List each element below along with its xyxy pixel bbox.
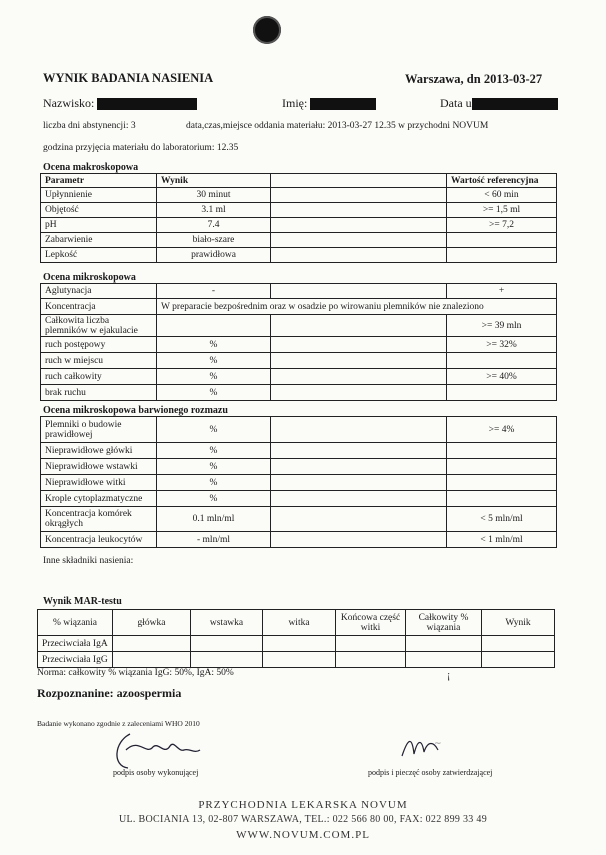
cell: prawidłowa <box>157 248 271 263</box>
cell: >= 4% <box>447 417 557 443</box>
cell: % <box>157 459 271 475</box>
table-row <box>41 353 557 369</box>
cell: pH <box>41 218 157 233</box>
macro-header-row <box>41 174 557 188</box>
table-row <box>41 218 557 233</box>
cell <box>271 218 447 233</box>
cell <box>271 532 447 548</box>
right-stamp-signature <box>368 728 488 768</box>
cell: < 1 mln/ml <box>447 532 557 548</box>
cell: 30 minut <box>157 188 271 203</box>
cell: Objętość <box>41 203 157 218</box>
table-row <box>41 337 557 353</box>
cell <box>336 652 406 668</box>
cell <box>271 475 447 491</box>
cell <box>271 443 447 459</box>
macro-header-param: Parametr <box>41 174 157 188</box>
table-row <box>41 233 557 248</box>
lab-time: godzina przyjęcia materiału do laboratorium: 12.35 <box>43 143 239 153</box>
cell: Koncentracja <box>41 299 157 315</box>
table-row <box>41 369 557 385</box>
cell <box>447 353 557 369</box>
cell: 0.1 mln/ml <box>157 507 271 532</box>
diagnosis: Rozpoznanine: azoospermia <box>37 686 182 700</box>
cell <box>447 385 557 401</box>
cell <box>271 385 447 401</box>
cell: ruch całkowity <box>41 369 157 385</box>
left-signature <box>108 728 204 772</box>
cell: % <box>157 417 271 443</box>
table-row <box>41 203 557 218</box>
cell <box>271 233 447 248</box>
cell: < 5 mln/ml <box>447 507 557 532</box>
cell <box>191 652 263 668</box>
footer-address: UL. BOCIANIA 13, 02-807 WARSZAWA, TEL.: 022 566 80 00, FAX: 022 899 33 49 <box>118 814 488 825</box>
cell: brak ruchu <box>41 385 157 401</box>
cell: Upłynnienie <box>41 188 157 203</box>
table-row <box>41 507 557 532</box>
cell <box>482 652 555 668</box>
cell: Nieprawidłowe witki <box>41 475 157 491</box>
cell <box>447 248 557 263</box>
cell: % <box>157 353 271 369</box>
cell: Lepkość <box>41 248 157 263</box>
cell <box>263 652 336 668</box>
surname-label: Nazwisko: <box>43 96 95 110</box>
cell: Nieprawidłowe wstawki <box>41 459 157 475</box>
cell: >= 32% <box>447 337 557 353</box>
macro-header-result: Wynik <box>157 174 271 188</box>
cell: Przeciwciała IgG <box>38 652 113 668</box>
cell <box>271 337 447 353</box>
cell: % <box>157 443 271 459</box>
mar-header: Całkowity % wiązania <box>406 610 482 636</box>
table-row <box>41 475 557 491</box>
cell <box>271 417 447 443</box>
right-signature-label: podpis i pieczęć osoby zatwierdzającej <box>368 768 493 777</box>
cell <box>271 315 447 337</box>
macro-header-reference: Wartość referencyjna <box>447 174 557 188</box>
cell <box>447 233 557 248</box>
cell <box>447 475 557 491</box>
table-row <box>41 248 557 263</box>
punch-hole <box>253 16 281 44</box>
table-row <box>41 491 557 507</box>
cell: Krople cytoplazmatyczne <box>41 491 157 507</box>
cell <box>113 652 191 668</box>
mar-header: wstawka <box>191 610 263 636</box>
cell <box>271 188 447 203</box>
cell <box>447 491 557 507</box>
cell: % <box>157 475 271 491</box>
cell <box>157 315 271 337</box>
cell: >= 40% <box>447 369 557 385</box>
cell: Zabarwienie <box>41 233 157 248</box>
cell: Nieprawidłowe główki <box>41 443 157 459</box>
cell <box>263 636 336 652</box>
mark-glyph: ¡ <box>447 670 451 681</box>
cell: Koncentracja leukocytów <box>41 532 157 548</box>
name-field <box>282 96 376 111</box>
mar-header: Końcowa część witki <box>336 610 406 636</box>
abstinence-days: liczba dni abstynencji: 3 <box>43 121 136 131</box>
table-row <box>41 188 557 203</box>
name-label: Imię: <box>282 96 308 110</box>
table-row <box>41 315 557 337</box>
stain-table <box>40 416 557 548</box>
cell: 3.1 ml <box>157 203 271 218</box>
cell: - <box>157 284 271 299</box>
birth-field <box>440 96 558 111</box>
cell: % <box>157 385 271 401</box>
name-redaction <box>310 98 376 110</box>
other-components: Inne składniki nasienia: <box>43 556 134 566</box>
cell <box>113 636 191 652</box>
cell <box>191 636 263 652</box>
cell: Aglutynacja <box>41 284 157 299</box>
cell: Przeciwciała IgA <box>38 636 113 652</box>
cell: + <box>447 284 557 299</box>
stain-section-title: Ocena mikroskopowa barwionego rozmazu <box>43 405 228 416</box>
table-row <box>41 299 557 315</box>
cell <box>482 636 555 652</box>
cell <box>271 491 447 507</box>
cell <box>271 203 447 218</box>
cell <box>336 636 406 652</box>
cell: Całkowita liczba plemników w ejakulacie <box>41 315 157 337</box>
mar-table <box>37 609 555 668</box>
cell: >= 1,5 ml <box>447 203 557 218</box>
footer-clinic-name: PRZYCHODNIA LEKARSKA NOVUM <box>198 799 408 811</box>
place-date: Warszawa, dn 2013-03-27 <box>405 72 543 86</box>
footer-website: WWW.NOVUM.COM.PL <box>236 829 370 841</box>
cell <box>447 443 557 459</box>
micro-section-title: Ocena mikroskopowa <box>43 272 136 283</box>
mar-header: witka <box>263 610 336 636</box>
cell: biało-szare <box>157 233 271 248</box>
table-row <box>38 636 555 652</box>
cell: Koncentracja komórek okrągłych <box>41 507 157 532</box>
table-row <box>38 652 555 668</box>
cell: ruch w miejscu <box>41 353 157 369</box>
cell <box>271 459 447 475</box>
who-note: Badanie wykonano zgodnie z zaleceniami WHO 2010 <box>37 719 200 728</box>
surname-field <box>43 96 197 111</box>
mar-header: % wiązania <box>38 610 113 636</box>
mar-section-title: Wynik MAR-testu <box>43 596 122 607</box>
macro-table <box>40 173 557 263</box>
cell <box>447 459 557 475</box>
cell <box>271 248 447 263</box>
mar-norm: Norma: całkowity % wiązania IgG: 50%, IgA: 50% <box>37 668 234 678</box>
macro-header-empty <box>271 174 447 188</box>
document-title: WYNIK BADANIA NASIENIA <box>43 71 214 85</box>
cell: Plemniki o budowie prawidłowej <box>41 417 157 443</box>
birth-label: Data u <box>440 96 472 110</box>
svg-text:~: ~ <box>434 739 442 749</box>
macro-section-title: Ocena makroskopowa <box>43 162 139 173</box>
cell <box>406 652 482 668</box>
cell <box>271 507 447 532</box>
cell: % <box>157 369 271 385</box>
cell: 7.4 <box>157 218 271 233</box>
cell <box>271 353 447 369</box>
table-row <box>41 417 557 443</box>
cell: % <box>157 491 271 507</box>
surname-redaction <box>97 98 197 110</box>
cell: ruch postępowy <box>41 337 157 353</box>
micro-table <box>40 283 557 401</box>
cell: - mln/ml <box>157 532 271 548</box>
cell <box>271 284 447 299</box>
mar-header-row <box>38 610 555 636</box>
table-row <box>41 443 557 459</box>
birth-redaction <box>472 98 558 110</box>
table-row <box>41 532 557 548</box>
cell: W preparacie bezpośrednim oraz w osadzie po wirowaniu plemników nie znaleziono <box>157 299 557 315</box>
cell: < 60 min <box>447 188 557 203</box>
cell: >= 7,2 <box>447 218 557 233</box>
cell <box>271 369 447 385</box>
cell: % <box>157 337 271 353</box>
mar-header: główka <box>113 610 191 636</box>
table-row <box>41 459 557 475</box>
table-row <box>41 385 557 401</box>
mar-header: Wynik <box>482 610 555 636</box>
collection-info: data,czas,miejsce oddania materiału: 2013-03-27 12.35 w przychodni NOVUM <box>186 121 489 131</box>
table-row <box>41 284 557 299</box>
left-signature-label: podpis osoby wykonującej <box>113 768 199 777</box>
cell: >= 39 mln <box>447 315 557 337</box>
cell <box>406 636 482 652</box>
